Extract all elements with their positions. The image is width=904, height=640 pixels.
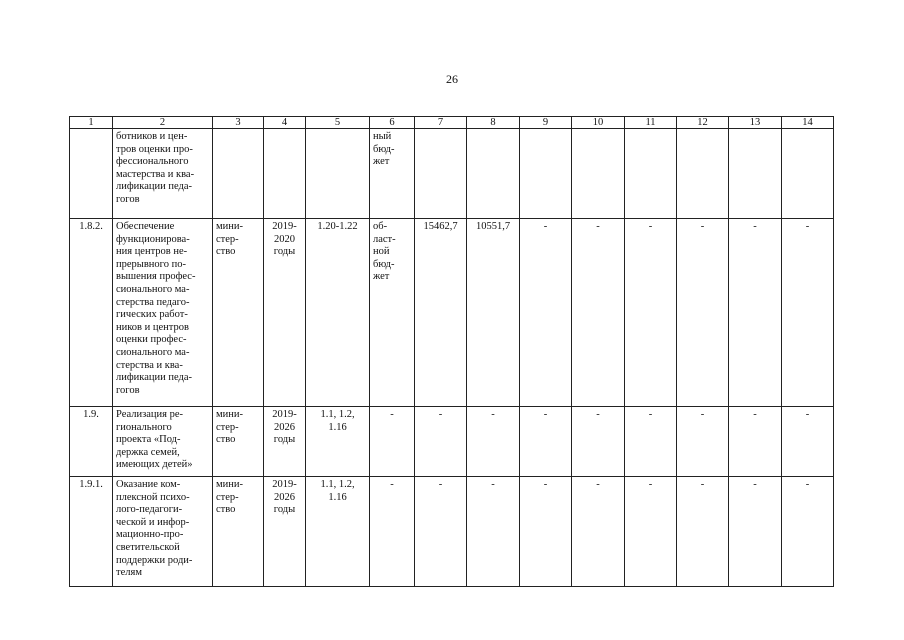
- table-row: [70, 219, 834, 407]
- column-header: 6: [370, 117, 415, 129]
- value-cell: -: [625, 477, 677, 587]
- funding-source: ный бюд- жет: [370, 129, 415, 219]
- value-cell: -: [572, 477, 625, 587]
- value-cell: -: [782, 407, 834, 477]
- column-header: 11: [625, 117, 677, 129]
- value-cell: -: [625, 407, 677, 477]
- executor: мини- стер- ство: [213, 219, 264, 407]
- column-header: 9: [520, 117, 572, 129]
- column-header: 8: [467, 117, 520, 129]
- indicators: [306, 129, 370, 219]
- value-cell: -: [729, 477, 782, 587]
- row-number: [70, 129, 113, 219]
- value-cell: -: [729, 219, 782, 407]
- executor: мини- стер- ство: [213, 477, 264, 587]
- row-number: 1.9.: [70, 407, 113, 477]
- value-cell: [625, 129, 677, 219]
- page-number: 26: [446, 72, 458, 86]
- column-header: 14: [782, 117, 834, 129]
- row-number: 1.9.1.: [70, 477, 113, 587]
- column-header: 3: [213, 117, 264, 129]
- value-cell: -: [729, 407, 782, 477]
- value-cell: [677, 129, 729, 219]
- column-header: 13: [729, 117, 782, 129]
- activity-name: Оказание ком- плексной психо- лого-педагоги- ческой и инфор- мационно-про- светительской поддержки роди- телям: [113, 477, 213, 587]
- program-activities-table: [69, 116, 834, 587]
- value-cell: -: [415, 407, 467, 477]
- table-row: [70, 407, 834, 477]
- column-header: 1: [70, 117, 113, 129]
- value-cell: -: [520, 219, 572, 407]
- value-cell: [520, 129, 572, 219]
- value-cell: -: [677, 219, 729, 407]
- column-header: 10: [572, 117, 625, 129]
- activity-name: Обеспечение функционирова- ния центров не- прерывного по- вышения профес- сионального ма- стерства педаго- гических работ- ников и центров оценки профес- сионального ма- стерства и ква- лификации педа- гогов: [113, 219, 213, 407]
- funding-source: -: [370, 407, 415, 477]
- funding-source: об- ласт- ной бюд- жет: [370, 219, 415, 407]
- value-cell: -: [572, 407, 625, 477]
- value-cell: -: [572, 219, 625, 407]
- value-cell: 15462,7: [415, 219, 467, 407]
- period: 2019- 2026 годы: [264, 407, 306, 477]
- value-cell: [782, 129, 834, 219]
- value-cell: -: [467, 477, 520, 587]
- row-number: 1.8.2.: [70, 219, 113, 407]
- table-row: [70, 477, 834, 587]
- value-cell: [415, 129, 467, 219]
- activity-name: ботников и цен- тров оценки про- фессионального мастерства и ква- лификации педа- гогов: [113, 129, 213, 219]
- funding-source: -: [370, 477, 415, 587]
- indicators: 1.1, 1.2, 1.16: [306, 477, 370, 587]
- value-cell: -: [677, 407, 729, 477]
- value-cell: -: [625, 219, 677, 407]
- table-row: [70, 129, 834, 219]
- value-cell: -: [467, 407, 520, 477]
- value-cell: -: [677, 477, 729, 587]
- column-header: 4: [264, 117, 306, 129]
- column-number-row: [70, 117, 834, 129]
- value-cell: -: [782, 477, 834, 587]
- column-header: 7: [415, 117, 467, 129]
- value-cell: 10551,7: [467, 219, 520, 407]
- period: [264, 129, 306, 219]
- column-header: 5: [306, 117, 370, 129]
- value-cell: [467, 129, 520, 219]
- value-cell: -: [520, 477, 572, 587]
- value-cell: [729, 129, 782, 219]
- period: 2019- 2026 годы: [264, 477, 306, 587]
- period: 2019- 2020 годы: [264, 219, 306, 407]
- value-cell: -: [520, 407, 572, 477]
- indicators: 1.20-1.22: [306, 219, 370, 407]
- activity-name: Реализация ре- гионального проекта «Под- держка семей, имеющих детей»: [113, 407, 213, 477]
- value-cell: -: [782, 219, 834, 407]
- column-header: 12: [677, 117, 729, 129]
- value-cell: [572, 129, 625, 219]
- column-header: 2: [113, 117, 213, 129]
- value-cell: -: [415, 477, 467, 587]
- indicators: 1.1, 1.2, 1.16: [306, 407, 370, 477]
- executor: мини- стер- ство: [213, 407, 264, 477]
- executor: [213, 129, 264, 219]
